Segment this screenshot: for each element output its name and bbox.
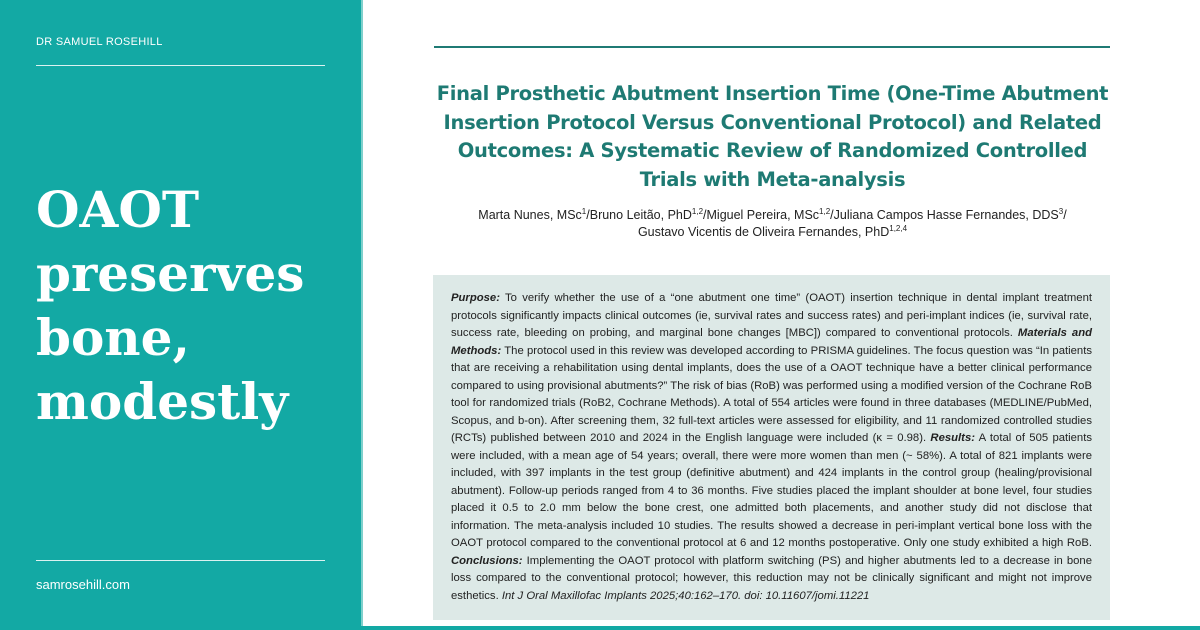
authors-line-2 bbox=[420, 224, 1125, 241]
author: Miguel Pereira, MSc$^{1,2}$/ bbox=[706, 206, 834, 222]
headline-line: bone, bbox=[36, 308, 190, 367]
methods-label: Materials and Methods: bbox=[451, 327, 1092, 357]
author: Gustavo Vicentis de Oliveira Fernandes, PhD$^{1,2,4}$ bbox=[637, 223, 908, 239]
paper-title-line: Insertion Protocol Versus Conventional Protocol) and Related bbox=[443, 110, 1102, 134]
conclusions-label: Conclusions: bbox=[451, 554, 523, 567]
paper-title-line: Outcomes: A Systematic Review of Randomized Controlled bbox=[457, 139, 1088, 162]
headline bbox=[36, 178, 346, 434]
bottom-divider bbox=[36, 560, 325, 561]
headline-line: modestly bbox=[36, 372, 289, 431]
bottom-bar bbox=[0, 626, 1200, 630]
site-url[interactable]: samrosehill.com bbox=[36, 577, 130, 592]
top-divider bbox=[36, 65, 325, 66]
author-tag: DR SAMUEL ROSEHILL bbox=[36, 36, 163, 48]
abstract-text bbox=[451, 290, 1092, 605]
headline-line: preserves bbox=[36, 244, 305, 303]
conclusions-text: Implementing the OAOT protocol with platform switching (PS) and higher abutments led to a decrease in bone loss compared to the conventional protocol; however, this reduction may not be clinically significant and might not improve esthetics. bbox=[451, 554, 1092, 602]
paper-header-rule bbox=[434, 46, 1110, 48]
author: Marta Nunes, MSc$^1$/ bbox=[478, 206, 590, 222]
author: Bruno Leitão, PhD$^{1,2}$/ bbox=[589, 206, 707, 222]
purpose-text: To verify whether the use of a “one abutment one time” (OAOT) insertion technique in dental implant treatment protocols significantly impacts clinical outcomes (ie, survival rates and success rates) and peri-implant indices (ie, survival rate, success rate, bleeding on probing, and marginal bone changes [MBC]) compared to conventional protocols. bbox=[451, 292, 1092, 339]
methods-text: The protocol used in this review was developed according to PRISMA guidelines. The focus question was “In patients that are receiving a rehabilitation using dental implants, does the use of a OAOT technique have a better clinical performance compared to using provisional abutments?” The risk of bias (RoB) was performed using a modified version of the Cochrane RoB tool for randomized trials (RoB2, Cochrane Methods). A total of 554 articles were found in three databases (MEDLINE/PubMed, Scopus, and b-on). After screening them, 32 full-text articles were assessed for eligibility, and 11 randomized controlled studies (RCTs) published between 2010 and 2024 in the English language were included (κ = 0.98). bbox=[451, 344, 1092, 444]
paper-title-line: Trials with Meta-analysis bbox=[639, 167, 906, 191]
headline-line: OAOT bbox=[36, 180, 200, 239]
purpose-label: Purpose: bbox=[451, 292, 500, 304]
paper-title-line: Final Prosthetic Abutment Insertion Time (One-Time Abutment bbox=[436, 82, 1109, 105]
results-text: A total of 505 patients were included, with a mean age of 54 years; overall, there were more women than men (~ 58%). A total of 821 implants were included, with 397 implants in the test group (definitive abutment) and 424 implants in the control group (healing/provisional abutment). Follow-up periods ranged from 4 to 36 months. Five studies placed the implant shoulder at bone level, four studies placed it 0.5 to 2.0 mm below the bone crest, one admitted both placements, and another study did not disclose that information. The meta-analysis included 10 studies. The results showed a decrease in peri-implant vertical bone loss with the OAOT protocol compared to the conventional protocol at 6 and 12 months postoperative. Only one study exhibited a high RoB. bbox=[451, 432, 1093, 549]
authors-line-1 bbox=[420, 207, 1125, 224]
paper-authors bbox=[420, 207, 1125, 241]
panel-divider bbox=[361, 0, 363, 630]
paper-title bbox=[420, 80, 1125, 194]
results-label: Results: bbox=[930, 432, 975, 444]
citation: Int J Oral Maxillofac Implants 2025;40:162–170. doi: 10.11607/jomi.11221 bbox=[501, 589, 870, 602]
left-panel bbox=[0, 0, 361, 630]
author: Juliana Campos Hasse Fernandes, DDS$^3$/ bbox=[833, 206, 1067, 222]
